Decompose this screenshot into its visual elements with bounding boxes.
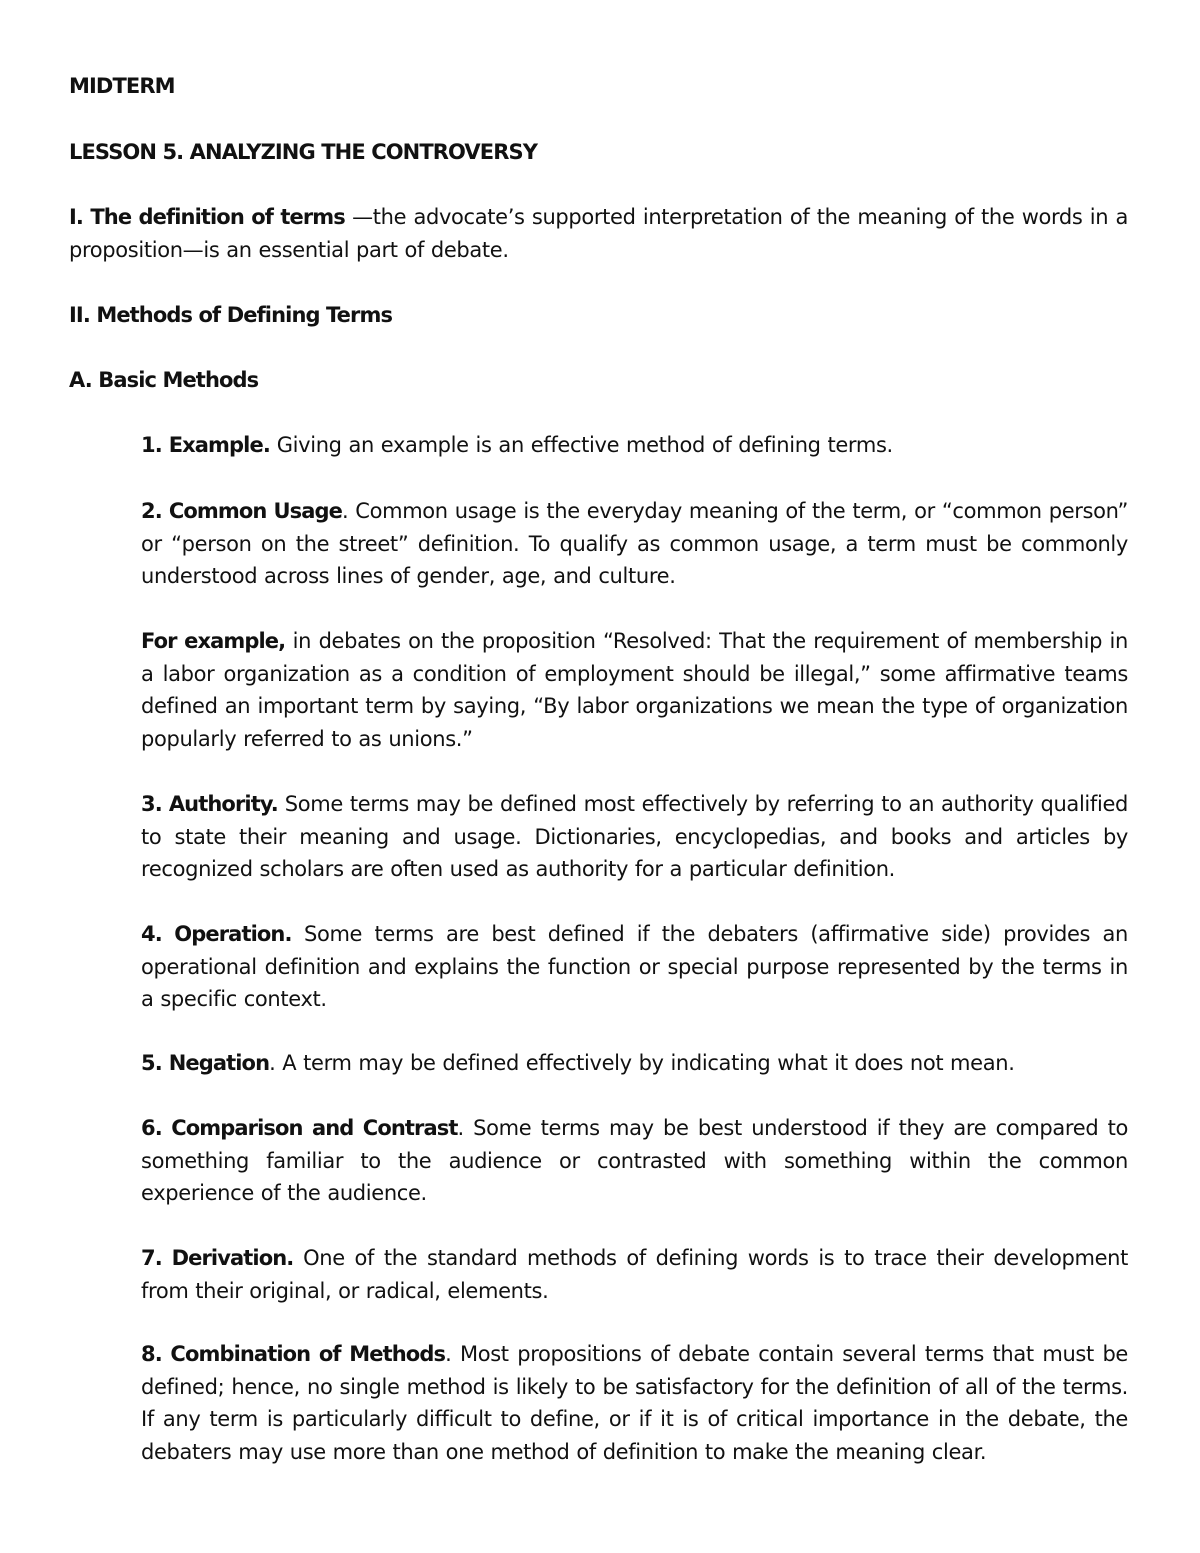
method-label: 5. Negation (141, 1051, 270, 1075)
definition-of-terms-label: I. The definition of terms (69, 205, 345, 229)
method-comparison-paragraph (141, 1112, 1128, 1210)
method-text: . Some terms may be best understood if they are compared to something familiar to the audience or contrasted with something within the common experience of the audience. (141, 1116, 1128, 1206)
method-label: 3. Authority. (141, 792, 278, 816)
method-label: 1. Example. (141, 433, 270, 457)
method-example-paragraph (141, 429, 1128, 462)
definition-of-terms-text: —the advocate’s supported interpretation of the meaning of the words in a proposition—is an essential part of debate. (69, 205, 1128, 262)
method-text: One of the standard methods of defining words is to trace their development from their original, or radical, elements. (141, 1246, 1128, 1303)
method-negation-paragraph (141, 1047, 1128, 1080)
definition-of-terms-paragraph (69, 201, 1128, 266)
method-text: . Most propositions of debate contain several terms that must be defined; hence, no single method is likely to be satisfactory for the definition of all of the terms. If any term is particularly difficult to define, or if it is of critical importance in the debate, the debaters may use more than one method of definition to make the meaning clear. (141, 1342, 1128, 1464)
methods-heading: II. Methods of Defining Terms (69, 303, 393, 327)
method-label: 4. Operation. (141, 922, 292, 946)
method-text: Giving an example is an effective method of defining terms. (269, 433, 893, 457)
basic-methods-heading: A. Basic Methods (69, 368, 259, 392)
method-derivation-paragraph (141, 1242, 1128, 1307)
method-text: Some terms are best defined if the debaters (affirmative side) provides an operational definition and explains the function or special purpose represented by the terms in a specific context. (141, 922, 1129, 1012)
method-text: in debates on the proposition “Resolved: That the requirement of membership in a labor organization as a condition of employment should be illegal,” some affirmative teams defined an important term by saying, “By labor organizations we mean the type of organization popularly referred to as unions.” (141, 629, 1128, 751)
method-text: Some terms may be defined most effectively by referring to an authority qualified to state their meaning and usage. Dictionaries, encyclopedias, and books and articles by recognized scholars are often used as authority for a particular definition. (141, 792, 1128, 882)
method-label: 2. Common Usage (141, 499, 342, 523)
midterm-heading: MIDTERM (69, 74, 175, 98)
method-combination-paragraph (141, 1338, 1128, 1468)
method-label: 6. Comparison and Contrast (141, 1116, 458, 1140)
method-label: 7. Derivation. (141, 1246, 294, 1270)
method-label: 8. Combination of Methods (141, 1342, 446, 1366)
method-authority-paragraph (141, 788, 1128, 886)
lesson-title: LESSON 5. ANALYZING THE CONTROVERSY (69, 140, 538, 164)
method-common-usage-paragraph (141, 495, 1128, 593)
method-text: . A term may be defined effectively by indicating what it does not mean. (269, 1051, 1015, 1075)
method-label: For example, (141, 629, 286, 653)
for-example-paragraph (141, 625, 1128, 755)
method-operation-paragraph (141, 918, 1128, 1016)
method-text: . Common usage is the everyday meaning of the term, or “common person” or “person on the street” definition. To qualify as common usage, a term must be commonly understood across lines of gender, age, and culture. (141, 499, 1128, 589)
